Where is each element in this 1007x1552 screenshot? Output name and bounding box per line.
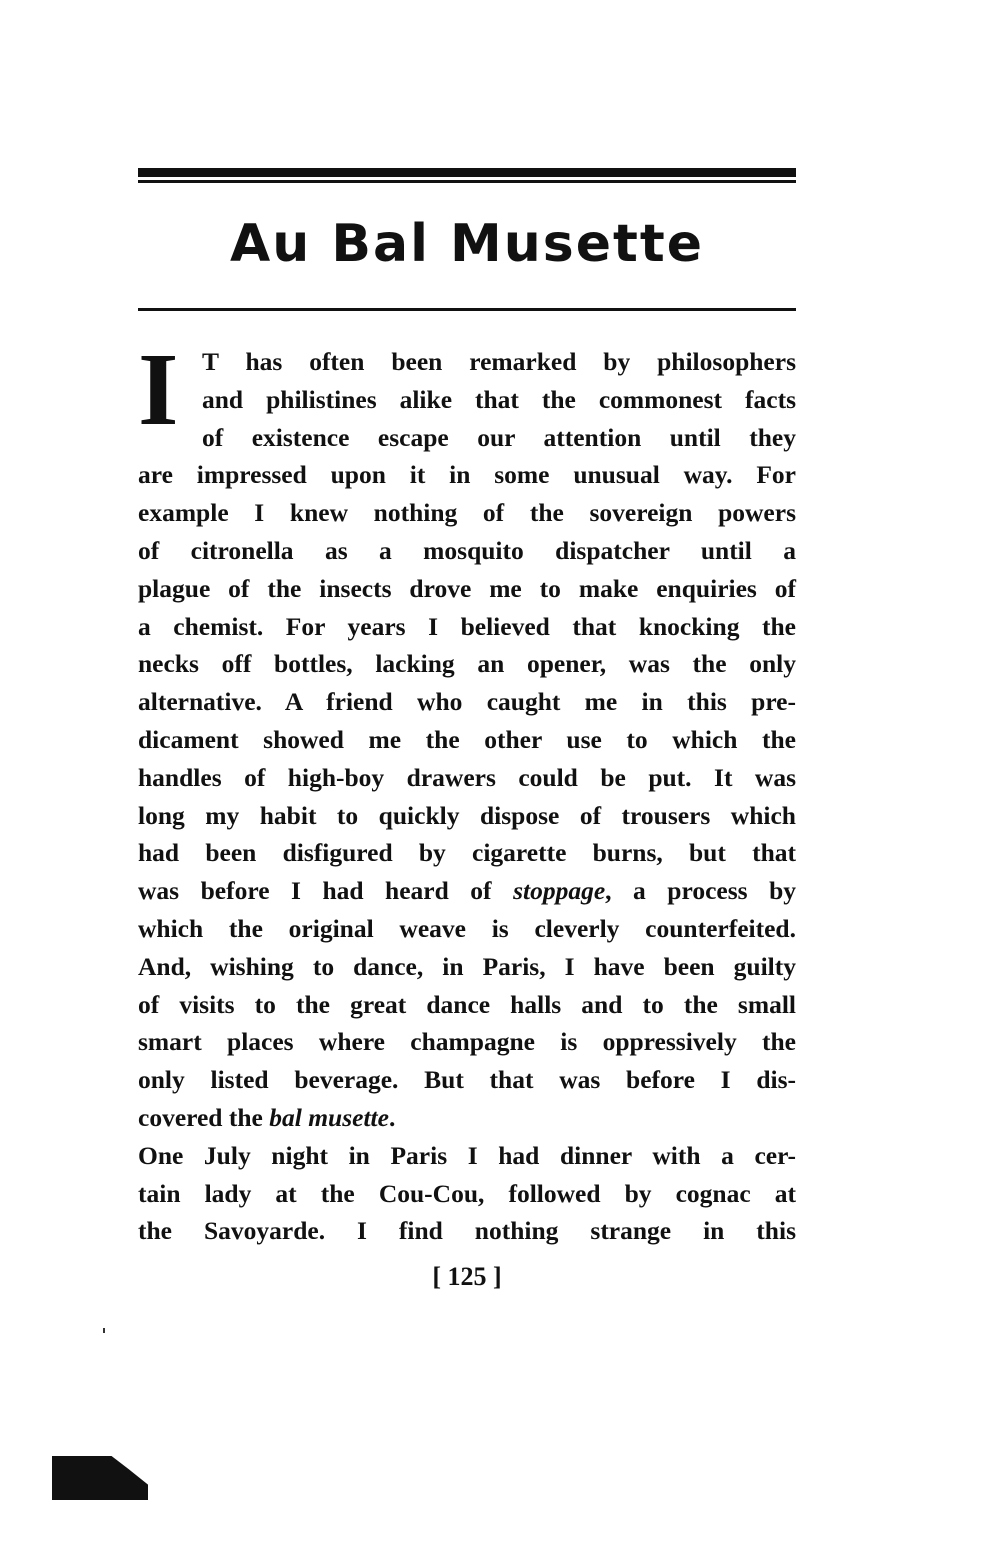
drop-cap: I <box>138 332 179 447</box>
text-line: handles of high-boy drawers could be put. It was <box>138 762 796 792</box>
text-line: tain lady at the Cou-Cou, followed by cognac at <box>138 1178 796 1208</box>
text-line <box>138 1099 796 1137</box>
text-fragment: covered the <box>138 1102 263 1132</box>
text-line: of citronella as a mosquito dispatcher until a <box>138 535 796 565</box>
text-line: of visits to the great dance halls and to the small <box>138 989 796 1019</box>
text-line: only listed beverage. But that was before I dis- <box>138 1065 796 1095</box>
text-fragment: . <box>388 1102 396 1132</box>
chapter-title: Au Bal Musette <box>230 214 704 274</box>
text-fragment: was before I had heard of <box>138 876 492 906</box>
text-line: which the original weave is cleverly counterfeited. <box>138 913 796 943</box>
text-line: smart places where champagne is oppressively the <box>138 1027 796 1057</box>
text-line: One July night in Paris I had dinner with a cer- <box>138 1140 796 1170</box>
italic-term: stoppage <box>513 876 606 906</box>
text-line: long my habit to quickly dispose of trousers which <box>138 800 796 830</box>
text-line: necks off bottles, lacking an opener, was the only <box>138 649 796 679</box>
italic-term: bal musette <box>269 1102 389 1132</box>
text-line: of existence escape our attention until they <box>202 422 796 452</box>
text-line: are impressed upon it in some unusual way. For <box>138 460 796 490</box>
text-line <box>138 872 796 910</box>
chapter-body <box>138 343 796 1250</box>
text-line: a chemist. For years I believed that knocking the <box>138 611 796 641</box>
text-line: the Savoyarde. I find nothing strange in this <box>138 1216 796 1246</box>
text-line: alternative. A friend who caught me in this pre- <box>138 687 796 717</box>
header-rule-thick <box>138 168 796 177</box>
scan-thumb-mark <box>52 1456 148 1500</box>
text-line: plague of the insects drove me to make enquiries of <box>138 573 796 603</box>
text-line: dicament showed me the other use to which the <box>138 724 796 754</box>
header-rule-thin <box>138 180 796 183</box>
text-line: example I knew nothing of the sovereign powers <box>138 498 796 528</box>
text-line: had been disfigured by cigarette burns, but that <box>138 838 796 868</box>
title-rule <box>138 308 796 311</box>
text-line: and philistines alike that the commonest facts <box>202 384 796 414</box>
scan-speck <box>103 1328 105 1333</box>
text-line: T has often been remarked by philosophers <box>202 347 796 376</box>
text-fragment: , a process by <box>605 876 796 906</box>
page-number: [ 125 ] <box>432 1262 502 1291</box>
text-line: And, wishing to dance, in Paris, I have been guilty <box>138 951 796 981</box>
